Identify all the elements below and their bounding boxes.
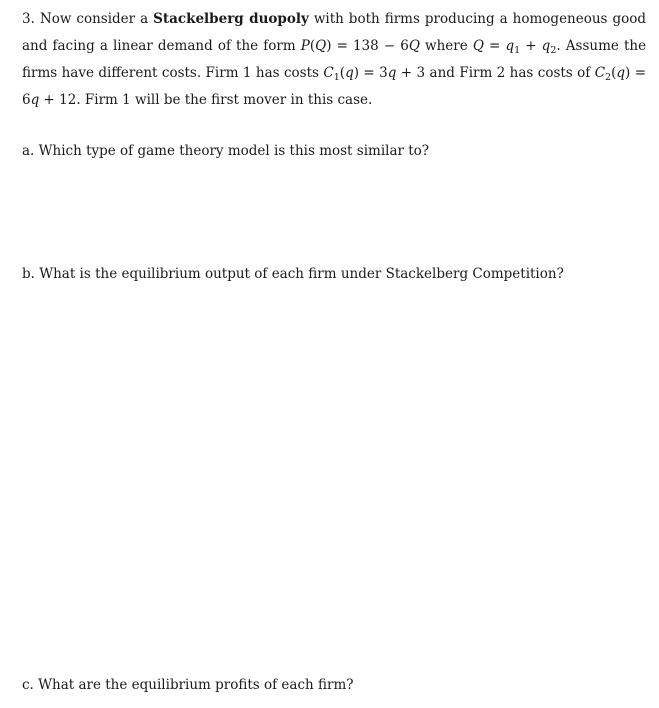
problem-number: 3. (22, 11, 35, 27)
bold-term: Stackelberg duopoly (153, 11, 309, 27)
question-b: b. What is the equilibrium output of each firm under Stackelberg Competition? (22, 266, 564, 282)
problem-text-5: . Firm 1 will be the first mover in this case. (76, 92, 373, 108)
problem-text-4: and Firm 2 has costs of (429, 65, 591, 81)
firm2-cost: $C_2(q) = 6q + 12$ (22, 65, 647, 108)
problem-statement (22, 6, 646, 114)
demand-equation: P(Q) = 138 − 6Q (300, 38, 420, 54)
question-a: a. Which type of game theory model is this most similar to? (22, 143, 430, 159)
where-text: where (425, 38, 468, 54)
problem-text-1: Now consider a (39, 11, 149, 27)
problem-text-2: with both firms producing a homogeneous good and facing a linear demand of the form (22, 11, 647, 54)
problem-text-3: . Assume the firms have different costs. Firm 1 has costs (22, 38, 647, 81)
question-c: c. What are the equilibrium profits of each firm? (22, 677, 354, 693)
quantity-sum: $Q = q_1 + q_2$ (472, 38, 557, 56)
firm1-cost: $C_1(q) = 3q + 3$ (323, 65, 426, 83)
